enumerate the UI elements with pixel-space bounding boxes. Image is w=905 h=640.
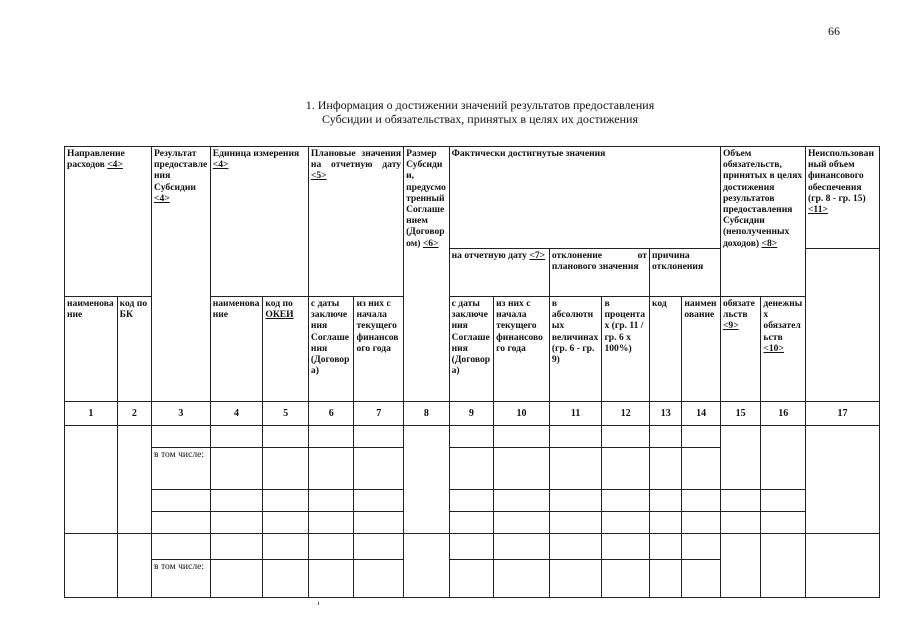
cell xyxy=(549,490,602,512)
header-absolute: в абсолютных величинах (гр. 6 - гр. 9) xyxy=(549,297,602,402)
cell xyxy=(263,512,309,534)
header-result: Результат предоставления Субсидии <4> xyxy=(152,147,211,402)
cell xyxy=(117,426,151,534)
header-unit-name: наименование xyxy=(210,297,263,402)
header-row-1 xyxy=(65,147,880,249)
cell xyxy=(549,512,602,534)
cell xyxy=(210,512,263,534)
table-row xyxy=(65,490,880,512)
cell xyxy=(404,534,450,598)
cell xyxy=(549,448,602,490)
cell xyxy=(263,448,309,490)
cell xyxy=(308,512,354,534)
cell xyxy=(805,534,879,598)
report-table xyxy=(64,146,880,598)
cell xyxy=(682,490,721,512)
header-deviation: отклонение от планового значения xyxy=(549,249,649,297)
cell xyxy=(602,448,650,490)
col-num: 17 xyxy=(805,402,879,426)
cell xyxy=(720,426,760,490)
document-title xyxy=(180,98,780,126)
cell xyxy=(549,426,602,448)
col-num: 4 xyxy=(210,402,263,426)
cell xyxy=(494,426,550,448)
table-row xyxy=(65,512,880,534)
cell xyxy=(449,426,494,448)
header-kbk: код по БК xyxy=(117,297,151,402)
col-num: 15 xyxy=(720,402,760,426)
cell xyxy=(308,560,354,598)
cell xyxy=(682,534,721,560)
col-num: 10 xyxy=(494,402,550,426)
cell xyxy=(308,534,354,560)
col-num: 1 xyxy=(65,402,118,426)
cell xyxy=(263,534,309,560)
cell xyxy=(761,490,806,512)
header-on-date: на отчетную дату <7> xyxy=(449,249,549,297)
page-number: 66 xyxy=(828,24,840,38)
cell xyxy=(682,512,721,534)
cell xyxy=(494,534,550,560)
cell xyxy=(263,560,309,598)
cell xyxy=(682,560,721,598)
cell xyxy=(602,560,650,598)
header-code: код xyxy=(650,297,682,402)
cell xyxy=(761,512,806,534)
column-number-row xyxy=(65,402,880,426)
including-label: в том числе: xyxy=(152,560,211,598)
header-reason: причина отклонения xyxy=(650,249,721,297)
cell xyxy=(65,426,118,534)
cell xyxy=(152,490,211,512)
header-actual-since-agreement: с даты заключения Соглашения (Договора) xyxy=(449,297,494,402)
cell xyxy=(720,534,760,598)
cell xyxy=(404,426,450,534)
col-num: 13 xyxy=(650,402,682,426)
cell xyxy=(354,426,404,448)
col-num: 6 xyxy=(308,402,354,426)
cell xyxy=(650,534,682,560)
header-percent: в процентах (гр. 11 / гр. 6 x 100%) xyxy=(602,297,650,402)
cell xyxy=(494,448,550,490)
cell xyxy=(152,512,211,534)
cell xyxy=(602,512,650,534)
header-obligations: Объем обязательств, принятых в целях достижения результатов предоставления Субсидии (неполученных доходов) <8> xyxy=(720,147,805,297)
cell xyxy=(650,490,682,512)
table-row xyxy=(65,534,880,560)
header-unused-blank xyxy=(805,249,879,402)
cell xyxy=(494,512,550,534)
cell xyxy=(602,490,650,512)
cell xyxy=(650,560,682,598)
cell xyxy=(494,560,550,598)
cell xyxy=(650,426,682,448)
cell xyxy=(602,426,650,448)
col-num: 3 xyxy=(152,402,211,426)
cell xyxy=(494,490,550,512)
header-planned-since-agreement: с даты заключения Соглашения (Договора) xyxy=(308,297,354,402)
cell xyxy=(549,560,602,598)
cell xyxy=(650,512,682,534)
cell xyxy=(805,426,879,534)
cell xyxy=(210,534,263,560)
cell xyxy=(308,426,354,448)
cell xyxy=(354,512,404,534)
title-line-2: Субсидии и обязательствах, принятых в целях их достижения xyxy=(322,112,638,126)
including-label: в том числе: xyxy=(152,448,211,490)
header-actual: Фактически достигнутые значения xyxy=(449,147,720,249)
cell xyxy=(117,534,151,598)
cell xyxy=(650,448,682,490)
cell xyxy=(682,448,721,490)
col-num: 16 xyxy=(761,402,806,426)
header-monetary: денежных обязательств <10> xyxy=(761,297,806,402)
col-num: 9 xyxy=(449,402,494,426)
cell xyxy=(152,426,211,448)
cell xyxy=(682,426,721,448)
cell xyxy=(210,560,263,598)
cell xyxy=(602,534,650,560)
header-obligatory: обязательств <9> xyxy=(720,297,760,402)
col-num: 12 xyxy=(602,402,650,426)
header-name: наименование xyxy=(65,297,118,402)
cell xyxy=(210,426,263,448)
col-num: 11 xyxy=(549,402,602,426)
header-unit: Единица измерения <4> xyxy=(210,147,308,297)
cell xyxy=(210,448,263,490)
cell xyxy=(720,490,760,512)
cell xyxy=(761,534,806,598)
header-planned-current-year: из них с начала текущего финансового года xyxy=(354,297,404,402)
header-direction: Направление расходов <4> xyxy=(65,147,152,297)
cell xyxy=(354,448,404,490)
cell xyxy=(354,560,404,598)
col-num: 5 xyxy=(263,402,309,426)
cell xyxy=(263,490,309,512)
cell xyxy=(549,534,602,560)
col-num: 2 xyxy=(117,402,151,426)
header-subsidy-size: Размер Субсидии, предусмотренный Соглашением (Договором) <6> xyxy=(404,147,450,402)
cell xyxy=(449,560,494,598)
header-reason-name: наименование xyxy=(682,297,721,402)
cell xyxy=(308,448,354,490)
cell xyxy=(65,534,118,598)
cell xyxy=(761,426,806,490)
header-okei: код по ОКЕИ xyxy=(263,297,309,402)
col-num: 7 xyxy=(354,402,404,426)
header-actual-current-year: из них с начала текущего финансового года xyxy=(494,297,550,402)
cell xyxy=(449,534,494,560)
cell xyxy=(308,490,354,512)
col-num: 14 xyxy=(682,402,721,426)
cell xyxy=(354,534,404,560)
cell xyxy=(449,448,494,490)
cell xyxy=(152,534,211,560)
table-row xyxy=(65,426,880,448)
cell xyxy=(449,512,494,534)
cell xyxy=(263,426,309,448)
col-num: 8 xyxy=(404,402,450,426)
header-planned: Плановые значения на отчетную дату <5> xyxy=(308,147,403,297)
cell xyxy=(449,490,494,512)
cell xyxy=(354,490,404,512)
cell xyxy=(210,490,263,512)
cell xyxy=(720,512,760,534)
header-unused: Неиспользованный объем финансового обеспечения (гр. 8 - гр. 15) <11> xyxy=(805,147,879,249)
title-line-1: 1. Информация о достижении значений результатов предоставления xyxy=(305,98,655,112)
scan-mark xyxy=(318,602,319,605)
